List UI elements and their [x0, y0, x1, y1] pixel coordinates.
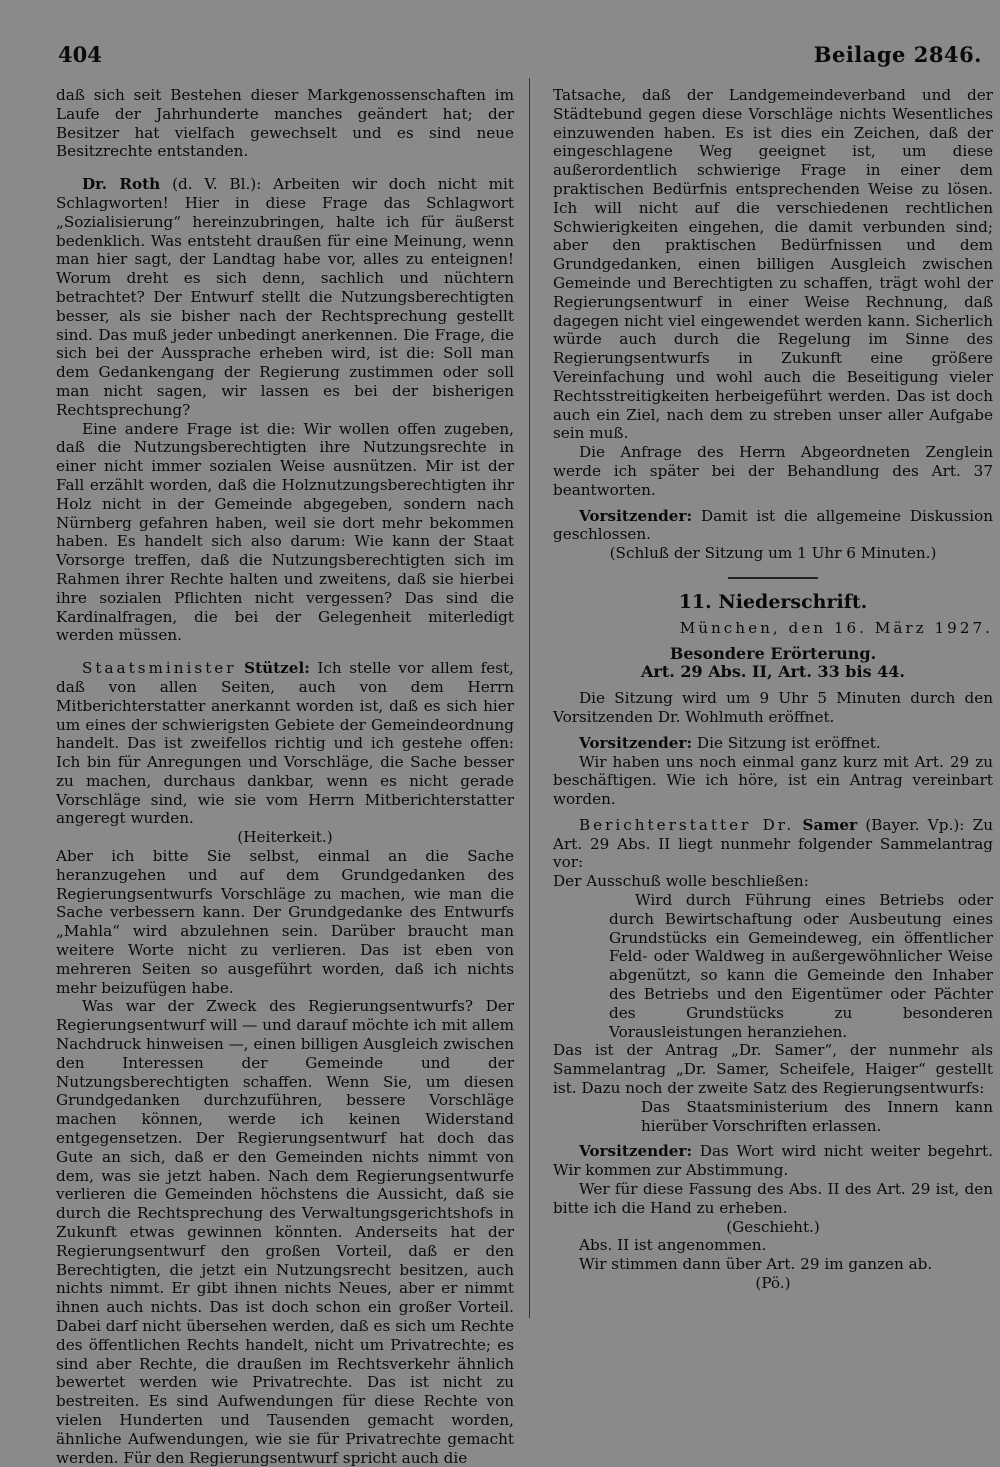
speaker-role: Berichterstatter Dr.	[579, 815, 795, 834]
speaker-name: Samer	[802, 815, 858, 834]
paragraph-chair	[553, 507, 993, 545]
paragraph-stuetzel	[56, 659, 514, 828]
paragraph: Wir stimmen dann über Art. 29 im ganzen ab.	[579, 1255, 933, 1274]
speaker-name: Stützel:	[244, 659, 310, 678]
motion-quote: Das Staatsministerium des Innern kann hierüber Vorschriften erlassen.	[641, 1097, 993, 1135]
paragraph: Der Ausschuß wolle beschließen:	[553, 872, 809, 891]
paragraph: Wer für diese Fassung des Abs. II des Art. 29 ist, den bitte ich die Hand zu erheben.	[553, 1180, 993, 1217]
paragraph-chair	[553, 734, 993, 753]
speaker-name: Vorsitzender:	[579, 733, 693, 752]
supplement-title: Beilage 2846.	[813, 42, 982, 67]
paragraph: Das ist der Antrag „Dr. Samer“, der nunmehr als Sammelantrag „Dr. Samer, Scheifele, Haiger“ gestellt ist. Dazu noch der zweite Satz des Regierungsentwurfs:	[553, 1041, 993, 1098]
interjection: (Heiterkeit.)	[237, 828, 333, 847]
speech-text: Ich stelle vor allem fest, daß von allen Seiten, auch von dem Herrn Mitberichterstatter anerkannt worden ist, daß es sich hier um eines der schwierigsten Gebiete der Gemeindeordnung handelt. Das ist zweifellos richtig und ich gestehe offen: Ich bin für Anregungen und Vorschläge, die Sache besser zu machen, durchaus dankbar, wenn es nicht gerade Vorschläge sind, wie sie vom Herrn Mitberichterstatter angeregt wurden.	[56, 659, 514, 828]
right-column	[553, 86, 993, 1293]
speech-text: (Bayer. Vp.): Zu Art. 29 Abs. II liegt nunmehr folgender Sammelantrag vor:	[553, 815, 994, 872]
paragraph: Aber ich bitte Sie selbst, einmal an die Sache heranzugehen und auf dem Grundgedanken des Regierungsentwurfs Vorschläge zu machen, wie man die Sache verbessern kann. Der Grundgedanke des Entwurfs „Mahla“ wird abzulehnen sein. Darüber braucht man weitere Worte nicht zu verlieren. Das ist eben von mehreren Seiten so ausgeführt worden, daß ich nichts mehr beizufügen habe.	[56, 847, 514, 997]
column-divider	[529, 78, 530, 1318]
speaker-role: Staatsminister	[82, 659, 237, 678]
paragraph: Die Sitzung wird um 9 Uhr 5 Minuten durch den Vorsitzenden Dr. Wohlmuth eröffnet.	[553, 689, 993, 726]
paragraph-rapporteur	[553, 816, 993, 872]
catchword: (Pö.)	[755, 1274, 791, 1293]
speaker-name: Vorsitzender:	[579, 506, 693, 525]
speech-text: Damit ist die allgemeine Diskussion geschlossen.	[553, 506, 993, 544]
protocol-title: 11. Niederschrift.	[678, 590, 868, 613]
left-column	[56, 86, 514, 1467]
paragraph: Wir haben uns noch einmal ganz kurz mit Art. 29 zu beschäftigen. Wie ich höre, ist ein Antrag vereinbart worden.	[553, 752, 993, 809]
paragraph: daß sich seit Bestehen dieser Markgenossenschaften im Laufe der Jahrhunderte manches geändert hat; der Besitzer hat vielfach gewechselt und es sind neue Besitzrechte entstanden.	[56, 86, 514, 161]
subheading: Besondere Erörterung.	[669, 643, 877, 663]
paragraph: Tatsache, daß der Landgemeindeverband und der Städtebund gegen diese Vorschläge nichts Wesentliches einzuwenden haben. Es ist dies ein Zeichen, daß der eingeschlagene Weg geeignet ist, um diese außerordentlich schwierige Frage in einer dem praktischen Bedürfnis entsprechenden Weise zu lösen. Ich will nicht auf die verschiedenen rechtlichen Schwierigkeiten eingehen, die damit verbunden sind; aber den praktischen Bedürfnissen und dem Grundgedanken, einen billigen Ausgleich zwischen Gemeinde und Berechtigten zu schaffen, trägt wohl der Regierungsentwurf in einer Weise Rechnung, daß dagegen nicht viel eingewendet werden kann. Sicherlich würde auch durch die Regelung im Sinne des Regierungsentwurfs in Zukunft eine größere Vereinfachung und wohl auch die Beseitigung vieler Rechtsstreitigkeiten herbeigeführt werden. Das ist doch auch ein Ziel, nach dem zu streben unser aller Aufgabe sein muß.	[553, 86, 993, 443]
speech-text: Die Sitzung ist eröffnet.	[692, 733, 881, 752]
paragraph-roth	[56, 175, 514, 419]
article-heading: Art. 29 Abs. II, Art. 33 bis 44.	[641, 662, 905, 682]
paragraph: Die Anfrage des Herrn Abgeordneten Zenglein werde ich später bei der Behandlung des Art. 37 beantworten.	[553, 443, 993, 499]
speaker-name: Vorsitzender:	[579, 1142, 693, 1161]
page-header	[58, 42, 982, 70]
interjection: (Geschieht.)	[726, 1217, 820, 1236]
session-close: (Schluß der Sitzung um 1 Uhr 6 Minuten.)	[609, 544, 937, 563]
paragraph: Abs. II ist angenommen.	[579, 1236, 767, 1255]
paragraph-chair	[553, 1142, 993, 1180]
paragraph: Eine andere Frage ist die: Wir wollen offen zugeben, daß die Nutzungsberechtigten ihre Nutzungsrechte in einer nicht immer sozialen Weise ausnützen. Mir ist der Fall erzählt worden, daß die Holznutzungsberechtigten ihr Holz nicht in der Gemeinde abgegeben, sondern nach Nürnberg gefahren haben, weil sie dort mehr bekommen haben. Es handelt sich also darum: Wie kann der Staat Vorsorge treffen, daß die Nutzungsberechtigten sich im Rahmen ihrer Rechte halten und zweitens, daß sie hierbei ihre sozialen Pflichten nicht vergessen? Das sind die Kardinalfragen, die bei der Gelegenheit miterledigt werden müssen.	[56, 419, 514, 645]
paragraph: Was war der Zweck des Regierungsentwurfs? Der Regierungsentwurf will — und darauf möchte ich mit allem Nachdruck hinweisen —, einen billigen Ausgleich zwischen den Interessen der Gemeinde und der Nutzungsberechtigten schaffen. Wenn Sie, um diesen Grundgedanken durchzuführen, bessere Vorschläge machen können, werde ich keinen Widerstand entgegensetzen. Der Regierungsentwurf hat doch das Gute an sich, daß er den Gemeinden nichts nimmt von dem, was sie jetzt haben. Nach dem Regierungsentwurfe verlieren die Gemeinden höchstens die Aussicht, daß sie durch die Rechtsprechung des Verwaltungsgerichtshofs in Zukunft etwas gewinnen könnten. Anderseits hat der Regierungsentwurf den großen Vorteil, daß er den Berechtigten, die jetzt ein Nutzungsrecht besitzen, auch nichts nimmt. Er gibt ihnen nichts Neues, aber er nimmt ihnen auch nichts. Das ist doch schon ein großer Vorteil. Dabei darf nicht übersehen werden, daß es sich um Rechte des öffentlichen Rechts handelt, nicht um Privatrechte; es sind aber Rechte, die draußen im Rechtsverkehr ähnlich bewertet werden wie Privatrechte. Das ist nicht zu bestreiten. Es sind Aufwendungen für diese Rechte von vielen Hunderten und Tausenden gemacht worden, ähnliche Aufwendungen, wie sie für Privatrechte gemacht werden. Für den Regierungsentwurf spricht auch die	[56, 997, 514, 1467]
speech-text: (d. V. Bl.): Arbeiten wir doch nicht mit Schlagworten! Hier in diese Frage das Schlagwort „Sozialisierung“ hereinzubringen, halte ich für äußerst bedenklich. Was entsteht draußen für eine Meinung, wenn man hier sagt, der Landtag habe vor, alles zu enteignen! Worum dreht es sich denn, sachlich und nüchtern betrachtet? Der Entwurf stellt die Nutzungsberechtigten besser, als sie bisher nach der Rechtsprechung gestellt sind. Das muß jeder unbedingt anerkennen. Die Frage, die sich bei der Aussprache erheben wird, ist die: Soll man dem Gedankengang der Regierung zustimmen oder soll man nicht sagen, wir lassen es bei der bisherigen Rechtsprechung?	[56, 175, 514, 419]
speech-text: Das Wort wird nicht weiter begehrt. Wir kommen zur Abstimmung.	[553, 1142, 993, 1180]
dateline: München, den 16. März 1927.	[679, 618, 993, 637]
page-number: 404	[58, 42, 102, 67]
motion-quote: Wird durch Führung eines Betriebs oder durch Bewirtschaftung oder Ausbeutung eines Grundstücks ein Gemeindeweg, ein öffentlicher Feld- oder Waldweg in außergewöhnlicher Weise abgenützt, so kann die Gemeinde den Inhaber des Betriebs und den Eigentümer oder Pächter des Grundstücks zu besonderen Vorausleistungen heranziehen.	[609, 891, 993, 1041]
speaker-name: Dr. Roth	[82, 175, 161, 194]
